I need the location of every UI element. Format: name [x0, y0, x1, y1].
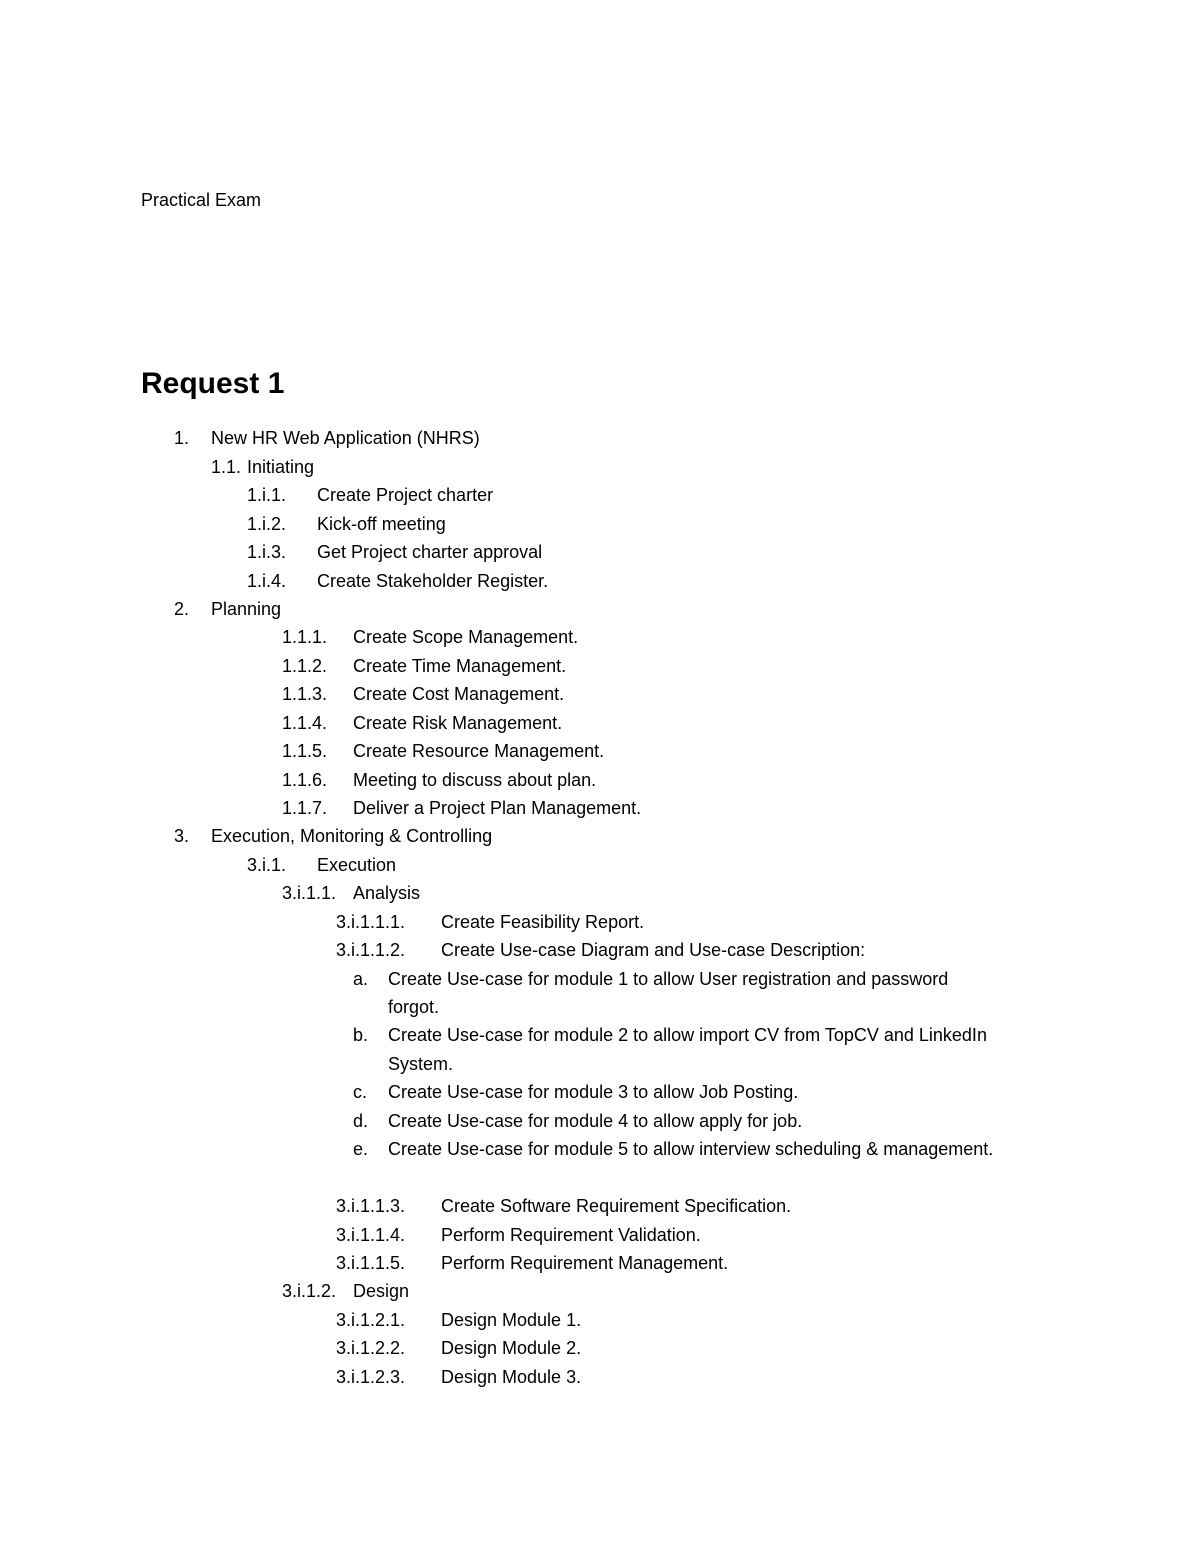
list-number: d. — [353, 1111, 369, 1131]
list-number: 1.i.1. — [247, 485, 287, 505]
list-number: 1.i.2. — [247, 514, 287, 534]
list-number: 1.1.3. — [282, 684, 328, 704]
list-text: New HR Web Application (NHRS) — [211, 428, 480, 448]
list-text: Deliver a Project Plan Management. — [353, 798, 642, 818]
list-number: e. — [353, 1139, 369, 1159]
list-number: 3.i.1.1. — [282, 883, 337, 903]
list-text: Create Resource Management. — [353, 741, 605, 761]
list-text: Execution, Monitoring & Controlling — [211, 826, 493, 846]
list-text: Create Use-case for module 1 to allow User registration and password — [388, 969, 949, 989]
list-text: Design — [353, 1281, 410, 1301]
list-text: Create Use-case Diagram and Use-case Description: — [441, 940, 866, 960]
list-text: Analysis — [353, 883, 421, 903]
page-title: Request 1 — [141, 367, 285, 400]
list-text: System. — [388, 1054, 454, 1074]
list-text: Create Use-case for module 5 to allow interview scheduling & management. — [388, 1139, 994, 1159]
list-text: Design Module 3. — [441, 1367, 582, 1387]
list-number: 3.i.1.2.1. — [336, 1310, 406, 1330]
list-text: Create Software Requirement Specification. — [441, 1196, 792, 1216]
list-number: 3.i.1.2. — [282, 1281, 337, 1301]
list-text: Meeting to discuss about plan. — [353, 770, 597, 790]
list-number: a. — [353, 969, 369, 989]
list-number: b. — [353, 1025, 369, 1045]
list-number: 3. — [174, 826, 190, 846]
list-text: Create Cost Management. — [353, 684, 565, 704]
list-text: Kick-off meeting — [317, 514, 446, 534]
list-text: forgot. — [388, 997, 440, 1017]
list-text: Create Time Management. — [353, 656, 567, 676]
list-text: Perform Requirement Management. — [441, 1253, 729, 1273]
list-number: 1.1.1. — [282, 627, 328, 647]
list-text: Perform Requirement Validation. — [441, 1225, 701, 1245]
list-number: 2. — [174, 599, 190, 619]
list-number: 1.1.4. — [282, 713, 328, 733]
list-number: 3.i.1.1.5. — [336, 1253, 406, 1273]
list-number: 3.i.1.1.1. — [336, 912, 406, 932]
list-number: 1.i.3. — [247, 542, 287, 562]
list-text: Create Use-case for module 3 to allow Job Posting. — [388, 1082, 799, 1102]
list-text: Create Use-case for module 2 to allow import CV from TopCV and LinkedIn — [388, 1025, 987, 1045]
list-number: 1.1. — [211, 457, 242, 477]
list-text: Planning — [211, 599, 282, 619]
list-number: 3.i.1.1.3. — [336, 1196, 406, 1216]
list-number: 3.i.1.2.2. — [336, 1338, 406, 1358]
list-number: 3.i.1. — [247, 855, 287, 875]
list-number: c. — [353, 1082, 368, 1102]
list-text: Initiating — [247, 457, 315, 477]
list-number: 1.i.4. — [247, 571, 287, 591]
list-text: Create Use-case for module 4 to allow apply for job. — [388, 1111, 803, 1131]
list-text: Execution — [317, 855, 397, 875]
list-number: 1.1.2. — [282, 656, 328, 676]
list-number: 3.i.1.1.4. — [336, 1225, 406, 1245]
list-text: Create Project charter — [317, 485, 494, 505]
list-number: 1.1.7. — [282, 798, 328, 818]
list-number: 1.1.6. — [282, 770, 328, 790]
list-text: Design Module 1. — [441, 1310, 582, 1330]
list-text: Design Module 2. — [441, 1338, 582, 1358]
list-number: 3.i.1.2.3. — [336, 1367, 406, 1387]
list-text: Create Risk Management. — [353, 713, 563, 733]
list-text: Create Scope Management. — [353, 627, 579, 647]
page-header: Practical Exam — [141, 190, 262, 210]
list-text: Get Project charter approval — [317, 542, 543, 562]
list-number: 3.i.1.1.2. — [336, 940, 406, 960]
list-text: Create Stakeholder Register. — [317, 571, 549, 591]
list-number: 1. — [174, 428, 190, 448]
list-number: 1.1.5. — [282, 741, 328, 761]
list-text: Create Feasibility Report. — [441, 912, 645, 932]
